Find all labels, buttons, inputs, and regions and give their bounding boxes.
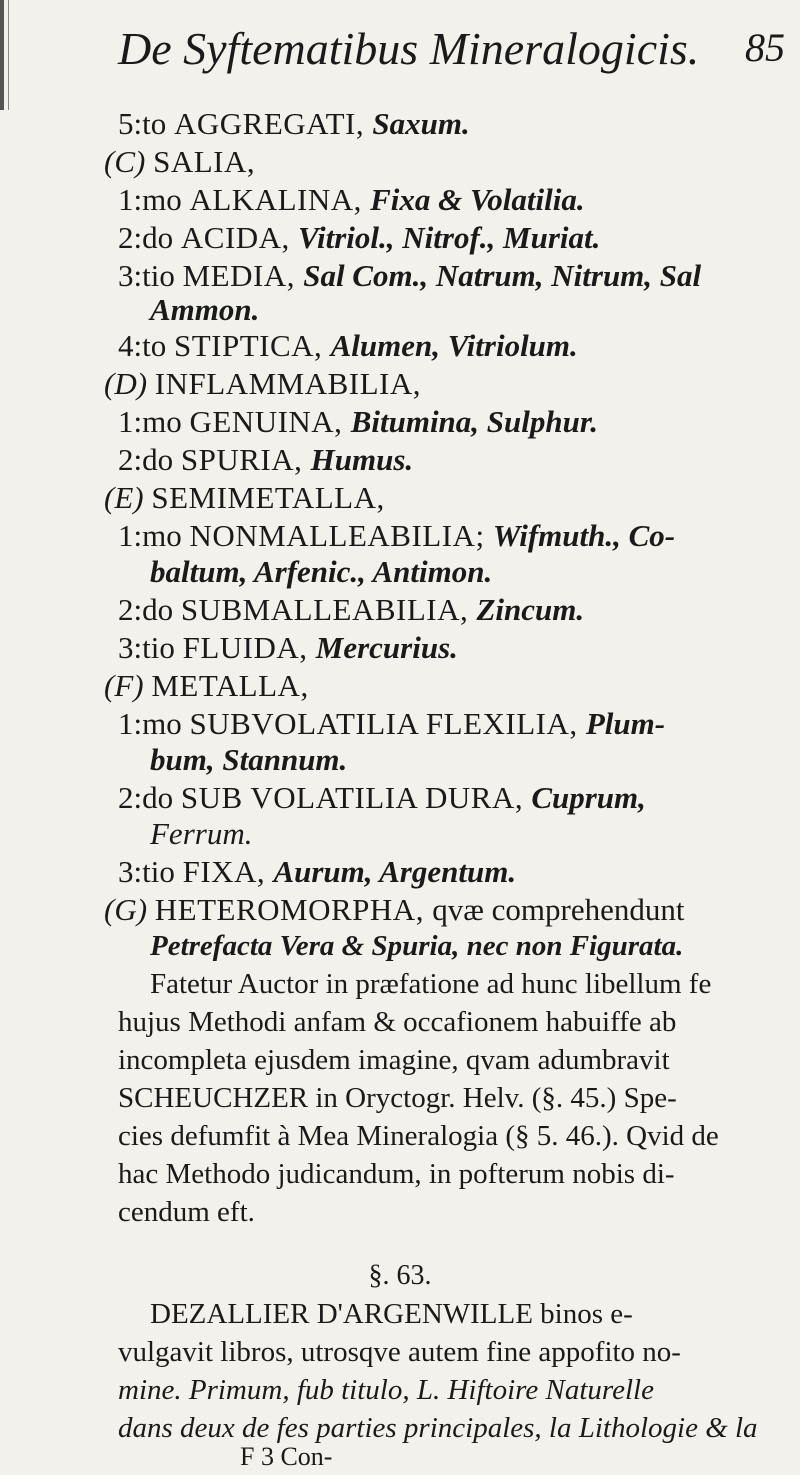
text-line: 3:tio FIXA, Aurum, Argentum. xyxy=(118,854,517,889)
text-line: dans deux de fes parties principales, la Lithologie & la xyxy=(118,1412,758,1444)
text-line: 2:do SUB VOLATILIA DURA, Cuprum, xyxy=(118,780,646,815)
text-line: hac Methodo judicandum, in pofterum nobis di- xyxy=(118,1158,675,1190)
text-line: (C) SALIA, xyxy=(104,144,256,179)
text-line: (E) SEMIMETALLA, xyxy=(104,480,385,515)
text-line: 1:mo GENUINA, Bitumina, Sulphur. xyxy=(118,404,598,439)
text-line: SCHEUCHZER in Oryctogr. Helv. (§. 45.) Spe- xyxy=(118,1082,677,1114)
text-line: 1:mo ALKALINA, Fixa & Volatilia. xyxy=(118,182,585,217)
text-line: cendum eft. xyxy=(118,1196,255,1228)
text-line: 2:do SPURIA, Humus. xyxy=(118,442,414,477)
text-line: incompleta ejusdem imagine, qvam adumbravit xyxy=(118,1044,670,1076)
text-line: bum, Stannum. xyxy=(150,742,348,777)
text-line: Fatetur Auctor in præfatione ad hunc libellum fe xyxy=(150,968,712,1000)
text-line: Ferrum. xyxy=(150,816,253,851)
text-line: Petrefacta Vera & Spuria, nec non Figurata. xyxy=(150,930,684,962)
text-line: (G) HETEROMORPHA, qvæ comprehendunt xyxy=(104,892,685,927)
text-line: (D) INFLAMMABILIA, xyxy=(104,366,421,401)
text-line: 2:do SUBMALLEABILIA, Zincum. xyxy=(118,592,585,627)
text-line: 1:mo NONMALLEABILIA; Wifmuth., Co- xyxy=(118,518,676,553)
text-line: 3:tio FLUIDA, Mercurius. xyxy=(118,630,458,665)
text-line: baltum, Arfenic., Antimon. xyxy=(150,554,493,589)
page-number: 85 xyxy=(745,25,785,70)
text-line: DEZALLIER D'ARGENWILLE binos e- xyxy=(150,1298,633,1330)
text-line: 5:to AGGREGATI, Saxum. xyxy=(118,106,470,141)
text-line: mine. Primum, fub titulo, L. Hiftoire Naturelle xyxy=(118,1374,654,1406)
catchword-line: F 3 Con- xyxy=(240,1442,333,1471)
text-line: vulgavit libros, utrosqve autem fine appofito no- xyxy=(118,1336,681,1368)
running-title: De Syftematibus Mineralogicis. xyxy=(118,23,700,74)
text-line: 1:mo SUBVOLATILIA FLEXILIA, Plum- xyxy=(118,706,666,741)
text-line: 3:tio MEDIA, Sal Com., Natrum, Nitrum, Sal xyxy=(118,258,702,293)
text-line: (F) METALLA, xyxy=(104,668,309,703)
text-line: hujus Methodi anfam & occafionem habuiffe ab xyxy=(118,1006,677,1038)
text-line: cies defumfit à Mea Mineralogia (§ 5. 46.). Qvid de xyxy=(118,1120,719,1152)
text-line: 4:to STIPTICA, Alumen, Vitriolum. xyxy=(118,328,578,363)
text-line: 2:do ACIDA, Vitriol., Nitrof., Muriat. xyxy=(118,220,601,255)
section-heading: §. 63. xyxy=(368,1260,432,1291)
running-header xyxy=(0,22,800,82)
text-line: Ammon. xyxy=(150,292,260,327)
